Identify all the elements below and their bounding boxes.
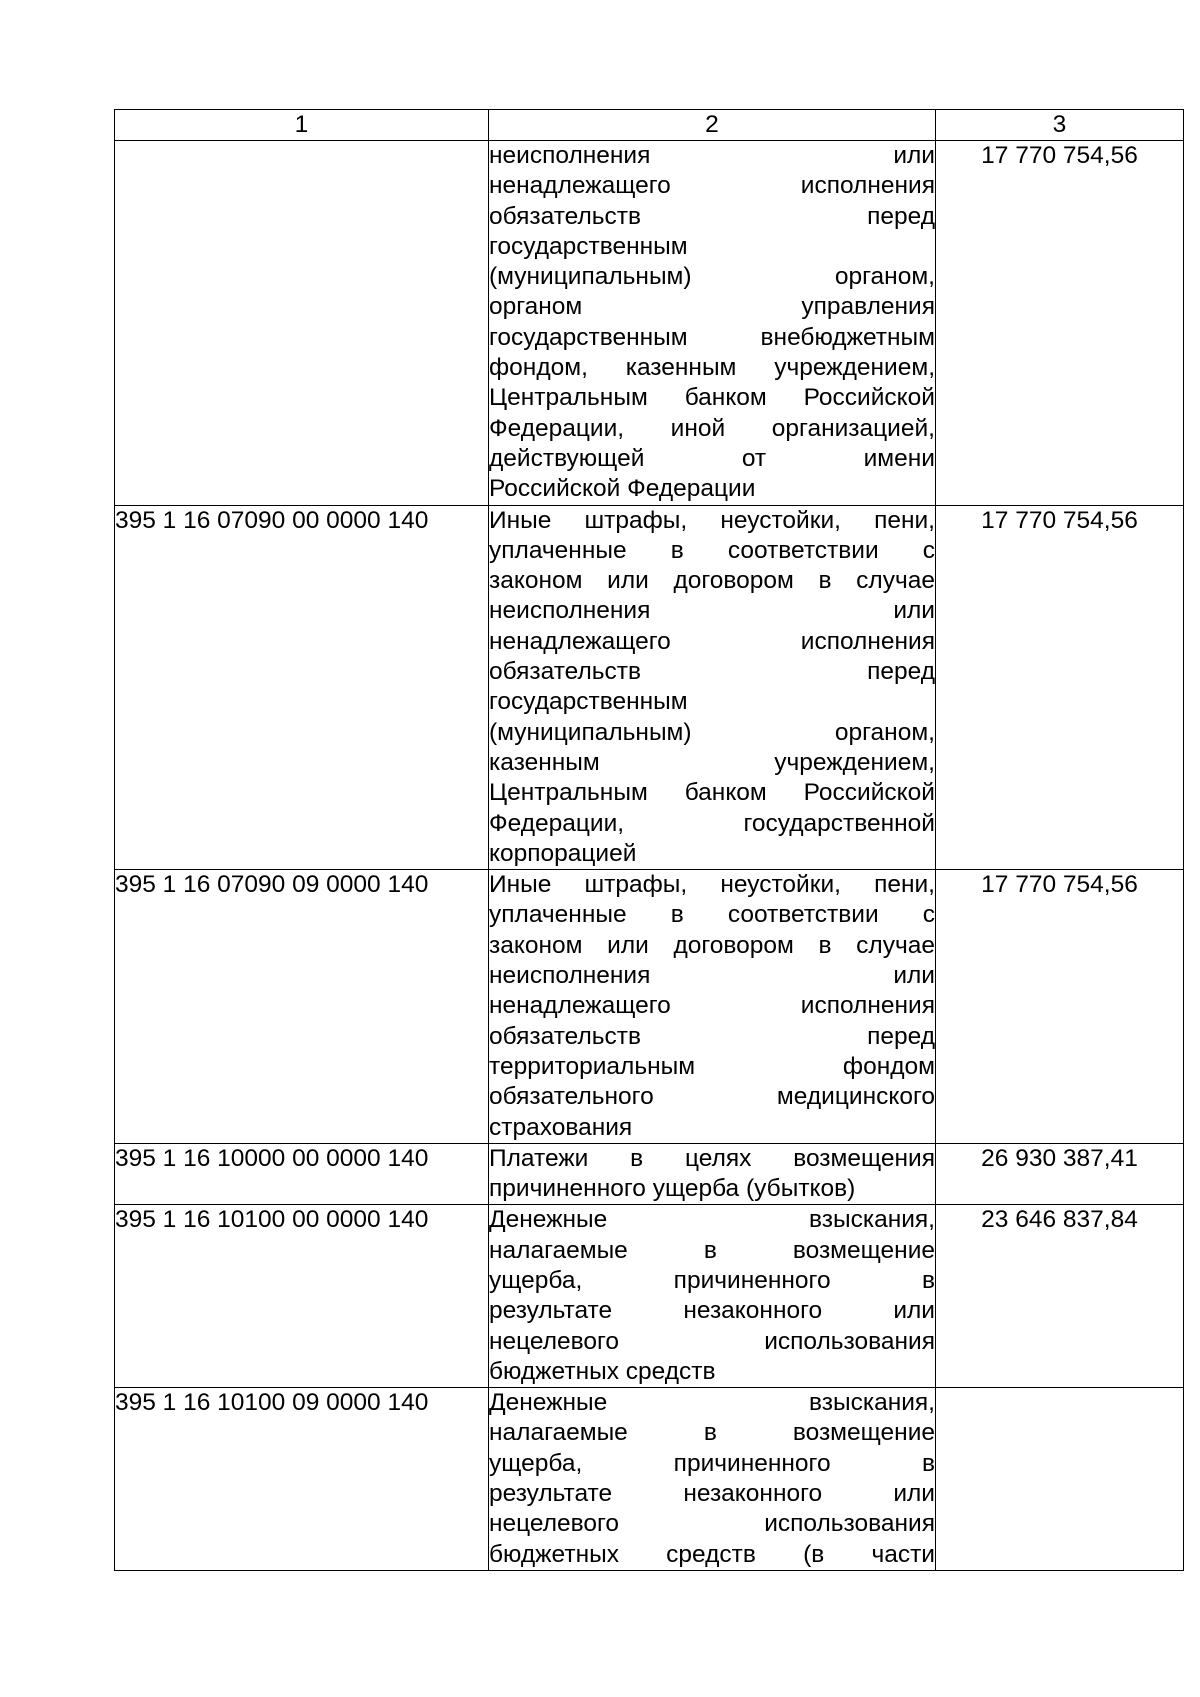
column-header-3: 3 <box>936 110 1184 141</box>
table-row <box>115 505 1184 870</box>
budget-code-cell: 395 1 16 10100 00 0000 140 <box>115 1205 489 1388</box>
description-line: органом управления <box>489 293 935 321</box>
description-line: ущерба, причиненного в <box>489 1449 935 1477</box>
description-cell <box>489 870 936 1144</box>
description-line: Центральным банком Российской <box>489 384 935 412</box>
column-header-2: 2 <box>489 110 936 141</box>
table-row <box>115 1388 1184 1571</box>
description-line: государственным <box>489 232 688 260</box>
description-line: обязательств перед <box>489 202 935 230</box>
description-line: Платежи в целях возмещения <box>489 1144 935 1172</box>
description-line: причиненного ущерба (убытков) <box>489 1175 856 1203</box>
amount-cell: 17 770 754,56 <box>936 141 1184 506</box>
column-header-1: 1 <box>115 110 489 141</box>
amount-cell: 26 930 387,41 <box>936 1143 1184 1205</box>
budget-code-cell <box>115 141 489 506</box>
description-line: бюджетных средств <box>489 1357 716 1385</box>
budget-code-cell: 395 1 16 10000 00 0000 140 <box>115 1143 489 1205</box>
table-row <box>115 1205 1184 1388</box>
table-body <box>115 141 1184 1571</box>
description-line: неисполнения или <box>489 962 935 990</box>
description-cell <box>489 505 936 870</box>
description-line: Федерации, иной организацией, <box>489 414 935 442</box>
description-line: государственным <box>489 688 688 716</box>
description-line: неисполнения или <box>489 142 935 169</box>
description-line: (муниципальным) органом, <box>489 718 935 746</box>
budget-code-cell: 395 1 16 07090 00 0000 140 <box>115 505 489 870</box>
description-line: действующей от имени <box>489 444 935 472</box>
table-header-row <box>115 110 1184 141</box>
description-line: территориальным фондом <box>489 1052 935 1080</box>
description-line: нецелевого использования <box>489 1327 935 1355</box>
description-line: казенным учреждением, <box>489 748 935 776</box>
budget-code-cell: 395 1 16 10100 09 0000 140 <box>115 1388 489 1571</box>
description-line: Российской Федерации <box>489 475 756 503</box>
description-line: фондом, казенным учреждением, <box>489 354 935 382</box>
description-line: законом или договором в случае <box>489 931 935 959</box>
budget-code-cell: 395 1 16 07090 09 0000 140 <box>115 870 489 1144</box>
description-line: налагаемые в возмещение <box>489 1236 935 1264</box>
description-cell <box>489 1388 936 1571</box>
table-row <box>115 141 1184 506</box>
amount-cell: 17 770 754,56 <box>936 505 1184 870</box>
amount-cell <box>936 1388 1184 1571</box>
description-line: страхования <box>489 1113 633 1141</box>
description-line: бюджетных средств (в части <box>489 1540 935 1568</box>
description-cell <box>489 1143 936 1205</box>
description-line: законом или договором в случае <box>489 567 935 595</box>
description-line: налагаемые в возмещение <box>489 1419 935 1447</box>
description-line: корпорацией <box>489 839 637 867</box>
table-row <box>115 1143 1184 1205</box>
description-line: Федерации, государственной <box>489 809 935 837</box>
description-line: обязательств перед <box>489 1022 935 1050</box>
description-line: ненадлежащего исполнения <box>489 992 935 1020</box>
description-line: обязательств перед <box>489 658 935 686</box>
description-line: (муниципальным) органом, <box>489 263 935 291</box>
description-line: Центральным банком Российской <box>489 779 935 807</box>
description-line: Денежные взыскания, <box>489 1206 935 1234</box>
description-line: неисполнения или <box>489 597 935 625</box>
description-line: уплаченные в соответствии с <box>489 536 935 564</box>
description-line: ненадлежащего исполнения <box>489 627 935 655</box>
description-line: ущерба, причиненного в <box>489 1266 935 1294</box>
description-line: уплаченные в соответствии с <box>489 901 935 929</box>
description-line: обязательного медицинского <box>489 1083 935 1111</box>
description-line: Денежные взыскания, <box>489 1389 935 1417</box>
description-line: результате незаконного или <box>489 1297 935 1325</box>
description-line: государственным внебюджетным <box>489 323 935 351</box>
description-line: нецелевого использования <box>489 1510 935 1538</box>
description-cell <box>489 1205 936 1388</box>
description-line: Иные штрафы, неустойки, пени, <box>489 506 935 534</box>
description-line: результате незаконного или <box>489 1480 935 1508</box>
table-row <box>115 870 1184 1144</box>
amount-cell: 17 770 754,56 <box>936 870 1184 1144</box>
description-line: ненадлежащего исполнения <box>489 172 935 200</box>
description-cell <box>489 141 936 506</box>
amount-cell: 23 646 837,84 <box>936 1205 1184 1388</box>
revenue-table <box>114 109 1184 1571</box>
description-line: Иные штрафы, неустойки, пени, <box>489 871 935 899</box>
